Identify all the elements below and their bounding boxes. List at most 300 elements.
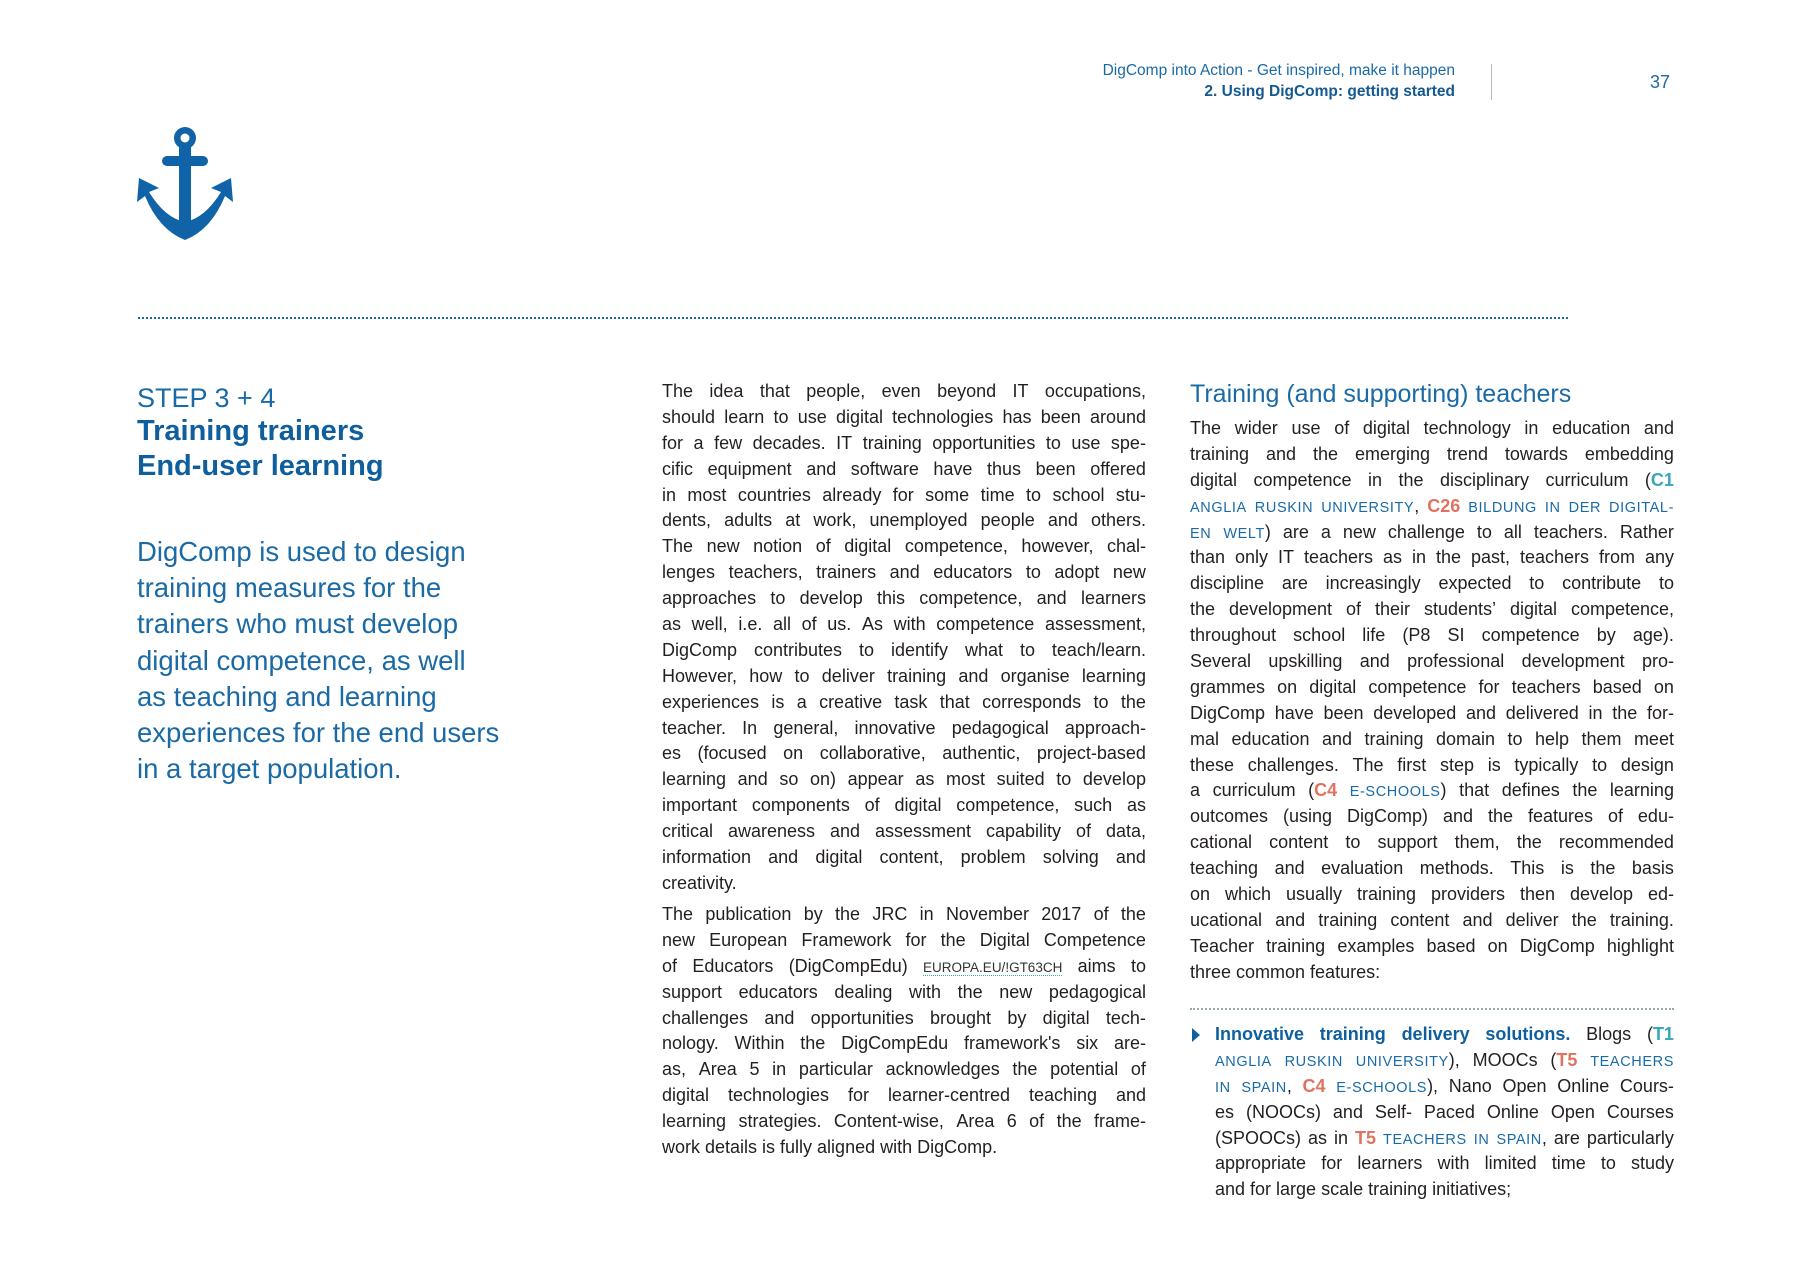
word: [1190, 882, 1210, 908]
text-run: discipline: [1190, 573, 1265, 594]
word: [905, 534, 1008, 560]
text-run: learning: [1609, 780, 1674, 801]
text-line: [662, 902, 1146, 928]
word: [1466, 701, 1496, 727]
word: [662, 534, 693, 560]
word: [1190, 701, 1265, 727]
text-run: most: [945, 769, 985, 790]
text-line: [1190, 545, 1674, 571]
word: [1041, 405, 1081, 431]
reference-code: T5: [1556, 1049, 1578, 1070]
text-run: data,: [1105, 821, 1146, 842]
word: [1388, 520, 1465, 546]
text-run: and: [764, 1007, 795, 1028]
word: [662, 457, 693, 483]
word: [862, 612, 883, 638]
word: [1286, 882, 1342, 908]
title-line: End-user learning: [137, 450, 384, 482]
body-paragraph-1: [662, 379, 1146, 897]
word: [958, 980, 983, 1006]
text-run: with: [1437, 1153, 1470, 1174]
text-run: and: [1115, 1085, 1146, 1106]
text-run: learning: [662, 769, 727, 790]
word: [1554, 1126, 1580, 1152]
word: [1020, 638, 1035, 664]
text-run: that: [939, 691, 970, 712]
word: [1277, 675, 1297, 701]
word: [738, 767, 768, 793]
text-run: been: [1040, 406, 1081, 427]
text-line: [662, 1006, 1146, 1032]
word: [855, 716, 936, 742]
text-run: education: [1231, 728, 1310, 749]
text-line: [662, 716, 1146, 742]
word: [1309, 675, 1356, 701]
word: [1050, 1057, 1118, 1083]
word: [1377, 830, 1437, 856]
word: [1365, 727, 1424, 753]
word: [1321, 494, 1419, 520]
word: [1121, 902, 1146, 928]
text-run: the: [1435, 547, 1461, 568]
text-run: (SPOOCs): [1215, 1127, 1302, 1148]
text-line: [662, 1109, 1146, 1135]
text-run: competence: [936, 614, 1035, 635]
word: [964, 1031, 1060, 1057]
word: [1357, 882, 1416, 908]
word: [915, 767, 934, 793]
word: [1621, 753, 1674, 779]
word: [893, 483, 914, 509]
text-run: dents,: [662, 510, 712, 531]
anchor-icon: [133, 126, 241, 252]
text-run: digital: [844, 536, 892, 557]
word: [892, 405, 993, 431]
word: [662, 431, 683, 457]
text-run: outcomes: [1190, 806, 1269, 827]
word: [965, 638, 1003, 664]
word: [1362, 623, 1385, 649]
reference-code: T5: [1355, 1127, 1377, 1148]
reference-name: IN: [1544, 499, 1561, 516]
text-run: training: [862, 432, 922, 453]
text-run: the: [1572, 780, 1598, 801]
text-run: (focused: [697, 743, 767, 764]
text-line: [662, 431, 1146, 457]
word: [952, 716, 1049, 742]
word: [1303, 1074, 1326, 1100]
text-run: for: [1478, 676, 1500, 697]
text-run: However,: [662, 665, 738, 686]
word: [894, 690, 927, 716]
word: [1510, 856, 1544, 882]
text-run: project-based: [1036, 743, 1146, 764]
title-line: Training trainers: [137, 415, 365, 447]
text-run: Content-wise,: [833, 1111, 944, 1132]
text-run: This: [1510, 858, 1545, 879]
text-run: that: [759, 381, 790, 401]
text-run: components: [751, 795, 850, 816]
text-run: a: [796, 691, 807, 712]
text-run: problem: [960, 847, 1026, 868]
text-line: [1190, 727, 1674, 753]
word: [920, 902, 934, 928]
word: [1071, 431, 1100, 457]
word: [851, 457, 919, 483]
text-run: with: [893, 614, 926, 635]
text-run: for: [847, 1085, 869, 1106]
word: [1502, 778, 1560, 804]
word: [1283, 804, 1332, 830]
text-run: cational: [1190, 832, 1253, 853]
text-run: develop: [1082, 769, 1146, 790]
text-run: important: [662, 795, 738, 816]
word: [882, 379, 921, 405]
word: [1552, 416, 1630, 442]
word: [1304, 545, 1373, 571]
text-run: competence,: [1570, 599, 1674, 620]
word: [1190, 545, 1225, 571]
word: [1559, 830, 1674, 856]
text-run: this: [877, 588, 906, 609]
text-run: identify: [890, 639, 949, 660]
text-run: and for large scale training initiatives;: [1215, 1179, 1512, 1200]
word: [1012, 1057, 1037, 1083]
text-run: November: [945, 904, 1029, 924]
word: [1572, 778, 1597, 804]
text-run: to: [1529, 573, 1545, 594]
word: [1190, 468, 1237, 494]
word: [981, 483, 1015, 509]
word: [870, 508, 968, 534]
text-run: a: [1320, 521, 1331, 542]
text-run: in: [1411, 547, 1426, 568]
word: [820, 741, 926, 767]
text-run: even: [881, 381, 921, 401]
word: [816, 560, 876, 586]
text-run: mal: [1190, 728, 1220, 749]
text-run: to: [794, 665, 810, 686]
word: [827, 612, 851, 638]
lead-line: in a target population.: [137, 753, 402, 785]
text-run: Several: [1190, 651, 1252, 672]
text-line: [1190, 804, 1674, 830]
word: [1557, 1074, 1609, 1100]
text-run: teachers: [1303, 547, 1374, 568]
word: [1589, 701, 1603, 727]
text-run: the: [1190, 599, 1216, 620]
word: [942, 741, 1020, 767]
text-run: and: [1265, 443, 1297, 464]
word: [1356, 1048, 1460, 1074]
text-run: school: [1293, 625, 1346, 646]
word: [1471, 545, 1510, 571]
text-run: appear: [847, 769, 904, 790]
text-run: content,: [879, 847, 944, 868]
text-line: [662, 405, 1146, 431]
word: [662, 928, 695, 954]
word: [1634, 727, 1674, 753]
text-run: unemployed: [869, 510, 968, 531]
word: [1313, 442, 1338, 468]
text-run: ): [1440, 780, 1447, 801]
word: [753, 431, 826, 457]
text-line: [662, 767, 1146, 793]
word: [1235, 416, 1278, 442]
text-run: to: [773, 406, 789, 427]
text-run: software: [850, 458, 919, 479]
word: [1076, 819, 1091, 845]
text-run: Area: [698, 1059, 737, 1080]
word: [1368, 468, 1382, 494]
word: [662, 716, 726, 742]
word: [795, 664, 810, 690]
text-run: the: [1590, 858, 1616, 879]
text-run: Framework: [801, 929, 892, 950]
word: [1082, 664, 1146, 690]
text-run: by: [803, 904, 823, 924]
word: [1334, 1126, 1348, 1152]
word: [1383, 1126, 1467, 1152]
word: [789, 954, 908, 980]
text-run: ,: [1286, 1075, 1292, 1096]
text-run: the: [835, 904, 861, 924]
text-run: from: [1598, 547, 1635, 568]
text-run: then: [1519, 884, 1555, 905]
word: [662, 954, 677, 980]
text-run: DigComp: [1190, 702, 1266, 723]
word: [729, 560, 803, 586]
text-run: es: [662, 743, 682, 764]
reference-name: ANGLIA: [1190, 499, 1247, 516]
word: [1323, 701, 1363, 727]
text-line: [662, 1083, 1146, 1109]
word: [1037, 586, 1067, 612]
word: [1094, 690, 1109, 716]
word: [694, 431, 704, 457]
text-run: to: [1600, 1153, 1616, 1174]
text-run: meet: [1633, 728, 1674, 749]
reference-name: EN: [1190, 525, 1212, 542]
bullet-heading: delivery: [1401, 1024, 1470, 1044]
word: [1041, 902, 1081, 928]
text-line: [662, 871, 1146, 897]
text-run: development: [1228, 599, 1333, 620]
text-line: [662, 845, 1146, 871]
word: [1520, 934, 1595, 960]
text-run: these: [1190, 754, 1235, 775]
text-run: as: [1383, 547, 1403, 568]
text-run: content: [1269, 832, 1329, 853]
text-run: aims: [1077, 955, 1116, 976]
word: [742, 716, 757, 742]
text-run: i.e.: [738, 614, 763, 635]
word: [1131, 1057, 1146, 1083]
word: [662, 664, 737, 690]
text-run: competence: [1253, 469, 1352, 490]
text-run: grammes: [1190, 676, 1266, 697]
text-run: The: [662, 381, 694, 401]
text-run: basis: [1631, 858, 1674, 879]
word: [662, 379, 693, 405]
text-run: are: [1281, 573, 1308, 594]
text-run: however,: [1021, 536, 1094, 557]
word: [981, 508, 1035, 534]
text-run: to: [1026, 484, 1042, 505]
text-run: challenges: [662, 1007, 749, 1028]
word: [1592, 753, 1607, 779]
text-run: of: [1075, 821, 1091, 842]
word: [770, 586, 785, 612]
text-run: acknowledges: [885, 1059, 1000, 1080]
text-run: to: [859, 639, 875, 660]
word: [1090, 457, 1146, 483]
text-run: support: [1377, 832, 1438, 853]
text-run: such: [1074, 795, 1113, 816]
word: [940, 690, 970, 716]
word: [1510, 597, 1557, 623]
word: [735, 1031, 785, 1057]
word: [1632, 856, 1674, 882]
word: [662, 1083, 709, 1109]
word: [1283, 520, 1309, 546]
text-run: teachers,: [728, 562, 803, 583]
word: [987, 457, 1021, 483]
text-run: competence,: [956, 795, 1060, 816]
link[interactable]: EUROPA.EU/!GT63CH: [923, 959, 1063, 975]
word: [1440, 753, 1474, 779]
word: [1612, 701, 1637, 727]
word: [1111, 431, 1146, 457]
text-run: most: [687, 484, 727, 505]
bullet-heading: training: [1319, 1024, 1386, 1044]
word: [1131, 954, 1146, 980]
text-run: on: [1277, 676, 1298, 697]
word: [982, 690, 1081, 716]
text-run: the: [1312, 443, 1338, 464]
word: [822, 483, 881, 509]
text-run: is: [771, 691, 785, 712]
word: [890, 560, 920, 586]
text-run: European: [709, 929, 788, 950]
text-run: digital: [1509, 599, 1557, 620]
word: [800, 586, 863, 612]
text-run: (: [1308, 780, 1315, 801]
text-run: technology: [1423, 418, 1511, 438]
lead-line: as teaching and learning: [137, 680, 437, 712]
word: [1585, 442, 1674, 468]
text-run: have: [1274, 702, 1314, 723]
text-run: (P8: [1402, 625, 1431, 646]
word: [1225, 882, 1271, 908]
subsection-body: [1190, 416, 1674, 986]
word: [1107, 534, 1146, 560]
text-run: Area: [956, 1111, 995, 1132]
text-run: brought: [929, 1007, 992, 1028]
text-run: help: [1534, 728, 1569, 749]
word: [1229, 597, 1332, 623]
text-run: as: [662, 614, 682, 635]
text-run: solving: [1042, 847, 1099, 868]
text-run: a: [693, 432, 704, 453]
text-line: [1215, 1022, 1674, 1048]
text-run: ed-: [1647, 884, 1674, 905]
text-run: the: [957, 981, 983, 1002]
text-run: offered: [1090, 458, 1146, 479]
word: [1266, 934, 1325, 960]
word: [1036, 457, 1076, 483]
reference-name: IN: [1215, 1079, 1231, 1096]
word: [1215, 1126, 1301, 1152]
text-run: DigComp): [1346, 806, 1429, 827]
text-run: around: [1089, 406, 1146, 427]
text-run: evaluation: [1321, 858, 1404, 879]
word: [1029, 1083, 1097, 1109]
text-run: in: [1588, 702, 1603, 723]
word: [1477, 520, 1492, 546]
text-run: in: [1368, 469, 1383, 490]
word: [1363, 416, 1410, 442]
word: [1116, 1083, 1146, 1109]
word: [1353, 753, 1384, 779]
word: [1190, 675, 1265, 701]
word: [1545, 468, 1628, 494]
word: [1407, 649, 1504, 675]
text-run: to: [1476, 521, 1492, 542]
text-run: content: [1390, 909, 1450, 930]
text-run: wider: [1234, 418, 1278, 438]
word: [877, 586, 905, 612]
text-run: chal-: [1106, 536, 1146, 557]
text-run: learn: [724, 406, 765, 427]
text-run: idea: [709, 381, 744, 401]
word: [1443, 804, 1473, 830]
word: [956, 1109, 994, 1135]
text-line: [1190, 442, 1674, 468]
text-run: Within: [734, 1033, 785, 1054]
text-line: [662, 508, 1146, 534]
word: [1474, 1126, 1490, 1152]
text-run: and: [1322, 728, 1353, 749]
word: [1436, 545, 1461, 571]
word: [1321, 1151, 1342, 1177]
word: [863, 431, 922, 457]
reference-name: TEACHERS: [1590, 1053, 1674, 1070]
text-line: [1190, 960, 1674, 986]
word: [836, 431, 852, 457]
text-run: The: [1352, 754, 1384, 775]
text-run: of: [815, 536, 831, 557]
word: [1114, 1031, 1146, 1057]
text-run: adopt: [1054, 562, 1100, 583]
text-run: already: [822, 484, 882, 505]
text-run: digital: [1042, 1007, 1090, 1028]
text-line: [1190, 468, 1674, 494]
text-run: nology.: [662, 1033, 719, 1054]
word: [1223, 520, 1271, 546]
page-number: 37: [1650, 72, 1671, 92]
text-run: Self-: [1374, 1101, 1412, 1122]
word: [930, 1006, 991, 1032]
word: [844, 534, 891, 560]
text-run: us.: [827, 614, 852, 635]
word: [1545, 494, 1561, 520]
text-run: the: [1120, 904, 1146, 924]
text-run: development: [1521, 651, 1625, 672]
word: [1116, 845, 1146, 871]
word: [1056, 767, 1071, 793]
text-line: [1190, 778, 1674, 804]
